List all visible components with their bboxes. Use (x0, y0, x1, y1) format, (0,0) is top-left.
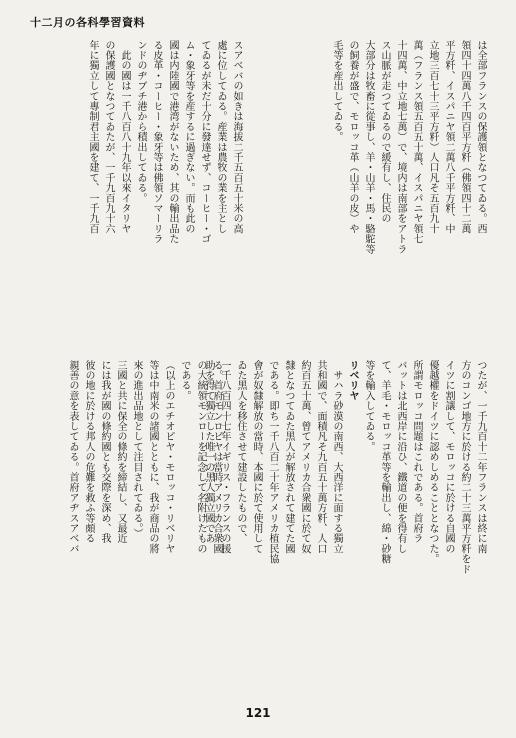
text-column: ンドのヂブチ港から積出してゐる。 (135, 40, 146, 204)
text-column: 領四十四萬八千四百平方粁（佛領四十二萬 (459, 40, 470, 234)
text-column: 彼の地に於ける邦人の危難を救ふ等頗る (83, 360, 94, 544)
text-column: 十四萬、中立地七萬）で、境内は南部をアトラ (395, 40, 406, 255)
page-number: 121 (245, 706, 271, 720)
text-column: ム・象牙等を産するに過ぎない。而も此の (183, 40, 194, 234)
text-column: 約百五十萬、曾てアメリカ合衆國に於て奴 (299, 360, 310, 554)
text-column: 親善の意を表してゐる。首府アヂスアベバ (67, 360, 78, 554)
text-column: には我が國の條約國とも交際を深め、我 (99, 360, 110, 544)
text-column: バットは北西岸に沿ひ、鐵道の便を得有し (395, 360, 406, 554)
text-column: 萬（フランス領五百五十萬、イスパニヤ領七 (411, 40, 422, 244)
text-column: （以上のエチオピヤ・モロッコ・リベリヤ (163, 360, 174, 554)
text-column: 優越權をドイツに認めしめることとなつた。 (427, 360, 438, 564)
text-column: 毛等を産出してゐる。 (331, 40, 342, 142)
running-header: 十二月の各科學習資料 (30, 16, 145, 29)
text-column: の大統領モンローを記念して名附けたもの (195, 360, 206, 554)
text-column: 大部分は牧畜に從事し、羊・山羊・馬・駱駝等 (363, 40, 374, 255)
text-column: ゐた黑人を移住させて建設したもので、 (235, 360, 246, 544)
upper-left-text-block (26, 40, 244, 336)
text-column: 一千八百四十七年イギリス・フランスの援 (219, 360, 230, 554)
section-heading-liberia: リベリヤ (347, 360, 358, 401)
text-column: 助を得て獨立した唯一の黑人獨立國であ (203, 360, 214, 544)
text-column: 平方粁、イスパニヤ領二萬八千平方粁、中 (443, 40, 454, 234)
text-column: 會が奴隸解放の當時、本國に於て使用して (251, 360, 262, 554)
text-column: である。即ち一千八百二十年アメリカ植民協 (267, 360, 278, 564)
text-column: 共和國で、面積凡そ九百五十萬方粁、人口 (315, 360, 326, 554)
text-column: 此の國は一千八百八十九年以來イタリヤ (119, 40, 130, 234)
text-column: 來の進出品地として注目されてゐる。） (131, 360, 142, 539)
text-column: 立地三百七十三平方粁）人口凡そ五百九十 (427, 40, 438, 234)
text-column: る。首府モンロビヤは當時アメリカ合衆國 (211, 360, 222, 554)
text-column: は全部フランスの保護領となつてゐる。西 (475, 40, 486, 234)
text-column: の保護國となつてゐたが、一千九百九十六 (103, 40, 114, 234)
text-column: る皮革・コーヒー・象牙等は佛領ソマーリラ (151, 40, 162, 244)
text-column: 所謂モロッコ問題はこれである。首府ラ (411, 360, 422, 544)
text-column: 年に獨立して專制君主國を建て、一千九百 (87, 40, 98, 234)
lower-left-text-block (26, 360, 224, 678)
text-column: である。 (179, 360, 190, 401)
text-column: 處に位してゐる。産業は農牧の業を主とし (215, 40, 226, 234)
text-column: 隸となつてゐた黑人が解放されて建てた國 (283, 360, 294, 554)
text-column: スアベバの如きは海拔二千五百五十米の高 (231, 40, 242, 234)
text-column: 等は中南米の諸國とともに、我が商品の將 (147, 360, 158, 554)
upper-right-text-block (250, 40, 488, 336)
text-column: 國は内陸國で港湾がないため、其の輸出品た (167, 40, 178, 244)
text-column: て、羊毛・モロッコ革等を輸出し、綿・砂糖 (379, 360, 390, 564)
text-column: ス山脈が走つてゐるので緩有し、住民の (379, 40, 390, 224)
text-column: サハラ砂漠の南西、大西洋に面する獨立 (331, 360, 342, 554)
text-column: 等を輸入してゐる。 (363, 360, 374, 452)
text-column: てゐるが未だ十分に發達せず、コーヒー・ゴ (199, 40, 210, 244)
text-column: つたが、一千九百十二年フランスは終に南 (475, 360, 486, 554)
text-column: 方のコンゴ地方に於ける約二十三萬平方粁をド (459, 360, 470, 575)
text-column: の飼養が盛で、モロッコ革（山羊の皮）や (347, 40, 358, 234)
text-column: イツに割讓して、モロッコに於ける自國の (443, 360, 454, 554)
text-column: 三國と共に保全の條約を締結し、又最近 (115, 360, 126, 544)
